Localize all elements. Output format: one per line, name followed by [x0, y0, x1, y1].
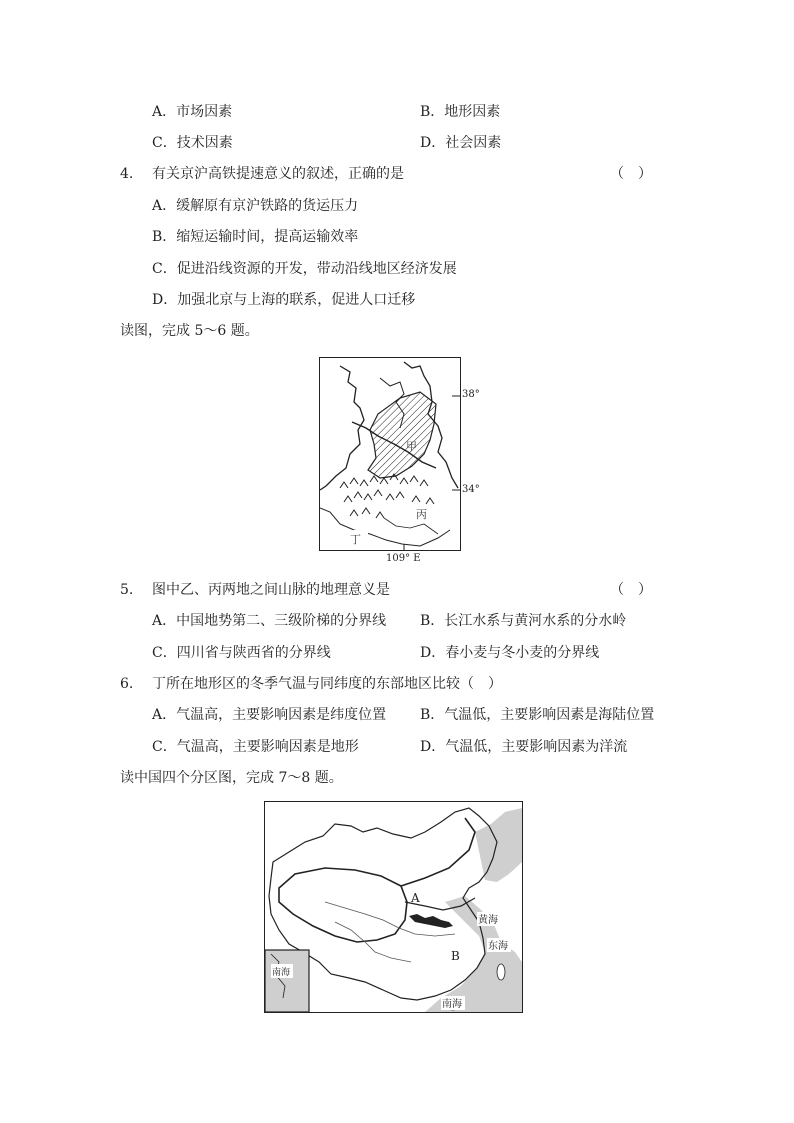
region-boundary-loop [279, 868, 407, 942]
lat-38-label: 38° [462, 389, 480, 400]
label-bing: 丙 [416, 508, 427, 521]
q5-stem: 图中乙、丙两地之间山脉的地理意义是 [152, 582, 390, 598]
q5-option-d: D．春小麦与冬小麦的分界线 [420, 645, 600, 661]
q3-option-a: A．市场因素 [152, 104, 233, 120]
q4-number: 4. [120, 166, 134, 182]
qinling-band [409, 914, 453, 928]
intro-7-8: 读中国四个分区图，完成 7～8 题。 [120, 770, 343, 786]
label-ding: 丁 [350, 533, 361, 546]
label-b: B [451, 949, 460, 963]
q6-option-d: D．气温低，主要影响因素为洋流 [420, 739, 628, 755]
q4-option-a: A．缓解原有京沪铁路的货运压力 [152, 198, 359, 214]
q4-option-b: B．缩短运输时间，提高运输效率 [152, 229, 359, 245]
label-donghai: 东海 [488, 941, 508, 952]
label-nanhai: 南海 [442, 999, 462, 1010]
q5-number: 5. [120, 582, 134, 598]
q5-option-b: B．长江水系与黄河水系的分水岭 [420, 613, 627, 629]
q4-answer-paren: （ ） [610, 166, 652, 182]
q6-option-a: A．气温高，主要影响因素是纬度位置 [152, 707, 387, 723]
lon-109-label: 109° E [386, 553, 421, 564]
label-a: A [411, 891, 420, 905]
q5-option-c: C．四川省与陕西省的分界线 [152, 645, 331, 661]
q6-stem: 丁所在地形区的冬季气温与同纬度的东部地区比较（ ） [152, 676, 502, 692]
q6-option-b: B．气温低，主要影响因素是海陆位置 [420, 707, 655, 723]
label-nanhai-inset: 南海 [272, 968, 291, 978]
q4-option-c: C．促进沿线资源的开发，带动沿线地区经济发展 [152, 261, 457, 277]
map-qinling-svg [320, 358, 460, 550]
q6-option-c: C．气温高，主要影响因素是地形 [152, 739, 359, 755]
q4-option-d: D．加强北京与上海的联系，促进人口迁移 [152, 292, 416, 308]
q3-option-c: C．技术因素 [152, 135, 233, 151]
map-china-svg [265, 802, 522, 1012]
south-sea-inset [265, 950, 309, 1012]
hatched-area-jia [368, 392, 436, 478]
q4-stem: 有关京沪高铁提速意义的叙述，正确的是 [152, 166, 404, 182]
map-qinling-region [319, 357, 461, 551]
q3-option-b: B．地形因素 [420, 104, 501, 120]
q3-option-d: D．社会因素 [420, 135, 502, 151]
intro-5-6: 读图，完成 5～6 题。 [120, 323, 259, 339]
q5-option-a: A．中国地势第二、三级阶梯的分界线 [152, 613, 387, 629]
q5-answer-paren: （ ） [610, 582, 652, 598]
label-jia: 甲 [406, 440, 417, 453]
lat-34-label: 34° [462, 484, 480, 495]
q6-number: 6. [120, 676, 134, 692]
map-china-four-regions [264, 801, 523, 1013]
label-huanghai: 黄海 [478, 915, 498, 926]
